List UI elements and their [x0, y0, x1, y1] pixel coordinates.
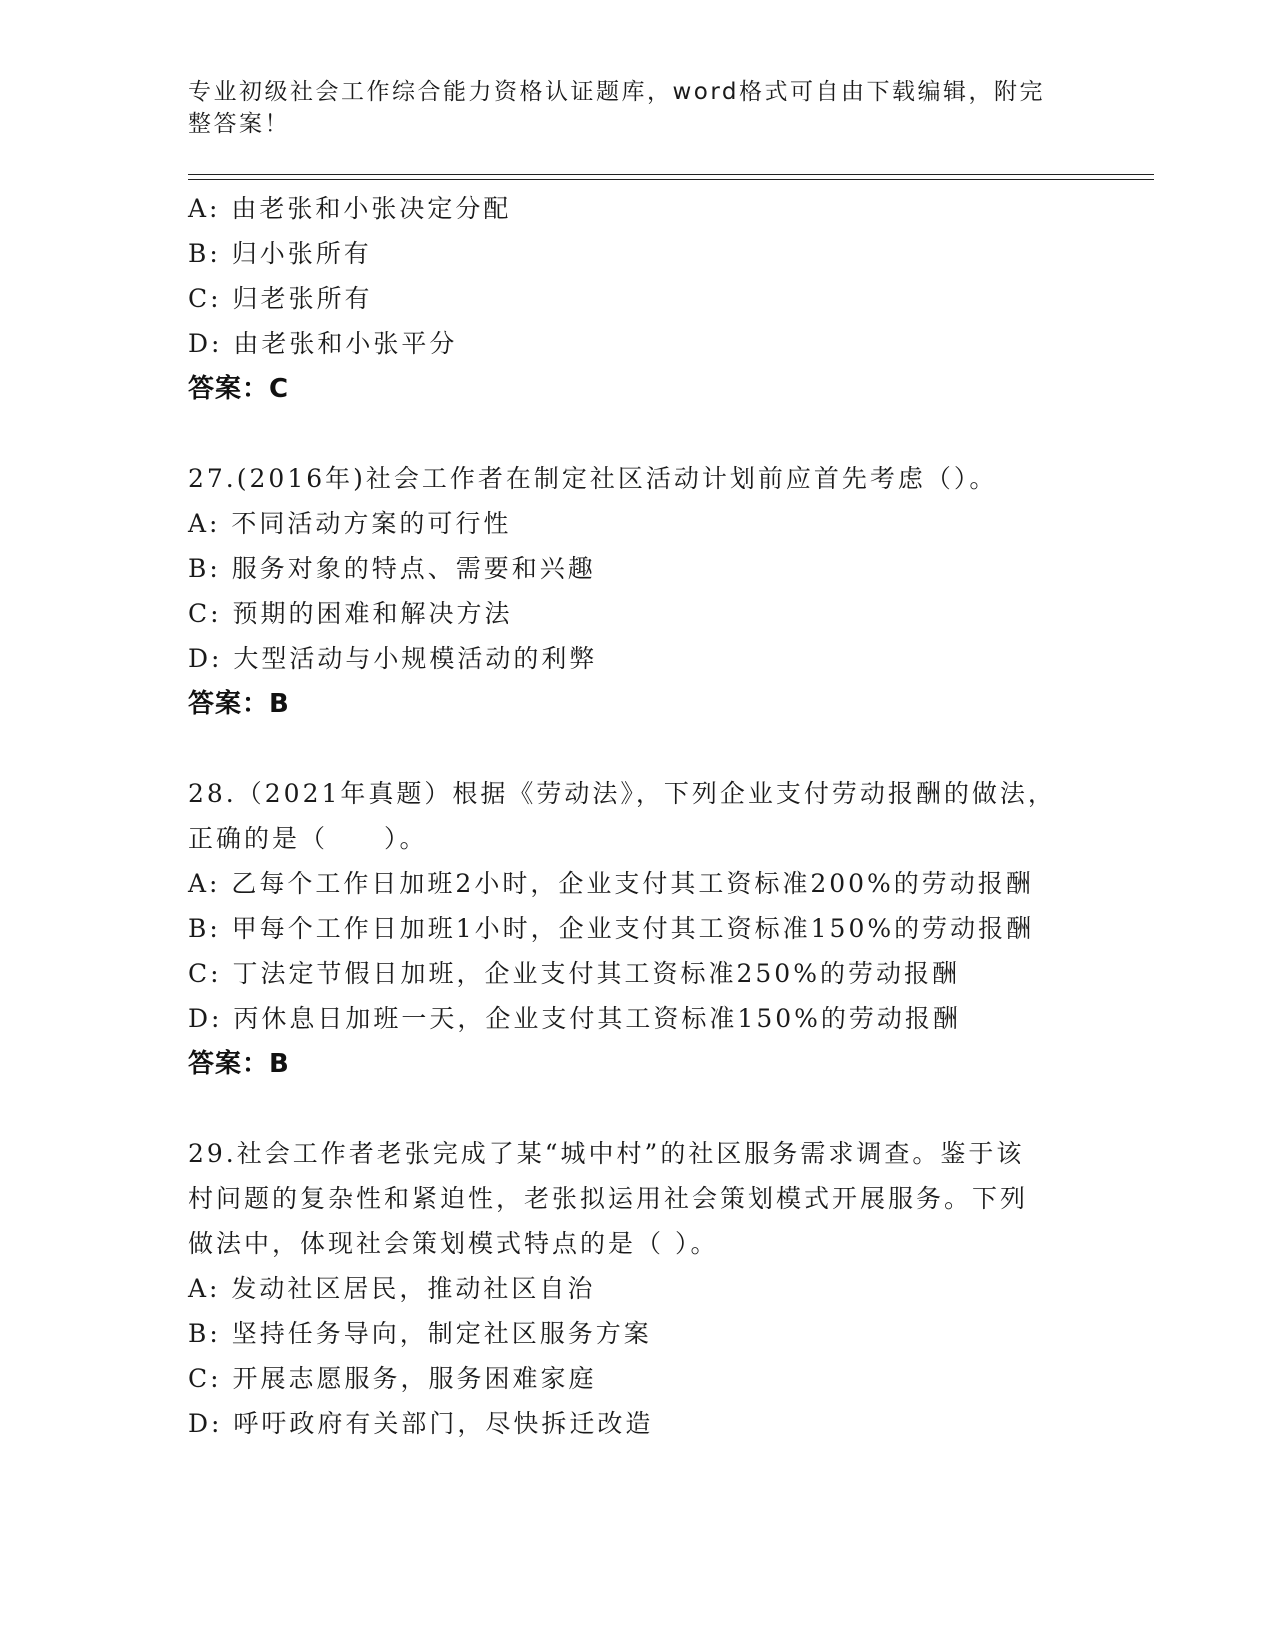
q28-option-b: B: 甲每个工作日加班1小时，企业支付其工资标准150%的劳动报酬	[188, 914, 1035, 943]
q27-stem: 27.(2016年)社会工作者在制定社区活动计划前应首先考虑（）。	[188, 464, 998, 493]
q29-stem-line1: 29.社会工作者老张完成了某“城中村”的社区服务需求调查。鉴于该	[188, 1139, 1025, 1168]
q26-option-d: D: 由老张和小张平分	[188, 329, 458, 358]
q27-option-d: D: 大型活动与小规模活动的利弊	[188, 644, 598, 673]
q28-stem-line2: 正确的是（ ）。	[188, 824, 428, 853]
q29-option-c: C: 开展志愿服务，服务困难家庭	[188, 1364, 597, 1393]
q29-option-b: B: 坚持任务导向，制定社区服务方案	[188, 1319, 652, 1348]
q28-option-a: A: 乙每个工作日加班2小时，企业支付其工资标准200%的劳动报酬	[188, 869, 1034, 898]
q27-option-a: A: 不同活动方案的可行性	[188, 509, 512, 538]
q29-stem-line3: 做法中，体现社会策划模式特点的是（ ）。	[188, 1229, 719, 1258]
q29-stem-line2: 村问题的复杂性和紧迫性，老张拟运用社会策划模式开展服务。下列	[188, 1184, 1029, 1213]
page-header: 专业初级社会工作综合能力资格认证题库，word格式可自由下载编辑，附完整答案！	[188, 79, 1046, 137]
q28-option-d: D: 丙休息日加班一天，企业支付其工资标准150%的劳动报酬	[188, 1004, 961, 1033]
header-rule-bottom	[188, 179, 1154, 180]
q28-answer: 答案：B	[188, 1049, 290, 1079]
q28-stem-line1: 28.（2021年真题）根据《劳动法》，下列企业支付劳动报酬的做法，	[188, 779, 1056, 808]
q26-answer: 答案：C	[188, 374, 290, 404]
q26-option-c: C: 归老张所有	[188, 284, 373, 313]
header-rule-top	[188, 174, 1154, 175]
q26-option-a: A: 由老张和小张决定分配	[188, 194, 512, 223]
q29-option-d: D: 呼吁政府有关部门，尽快拆迁改造	[188, 1409, 654, 1438]
q27-option-b: B: 服务对象的特点、需要和兴趣	[188, 554, 596, 583]
q27-option-c: C: 预期的困难和解决方法	[188, 599, 513, 628]
q27-answer: 答案：B	[188, 689, 290, 719]
q28-option-c: C: 丁法定节假日加班，企业支付其工资标准250%的劳动报酬	[188, 959, 960, 988]
q29-option-a: A: 发动社区居民，推动社区自治	[188, 1274, 596, 1303]
q26-option-b: B: 归小张所有	[188, 239, 372, 268]
